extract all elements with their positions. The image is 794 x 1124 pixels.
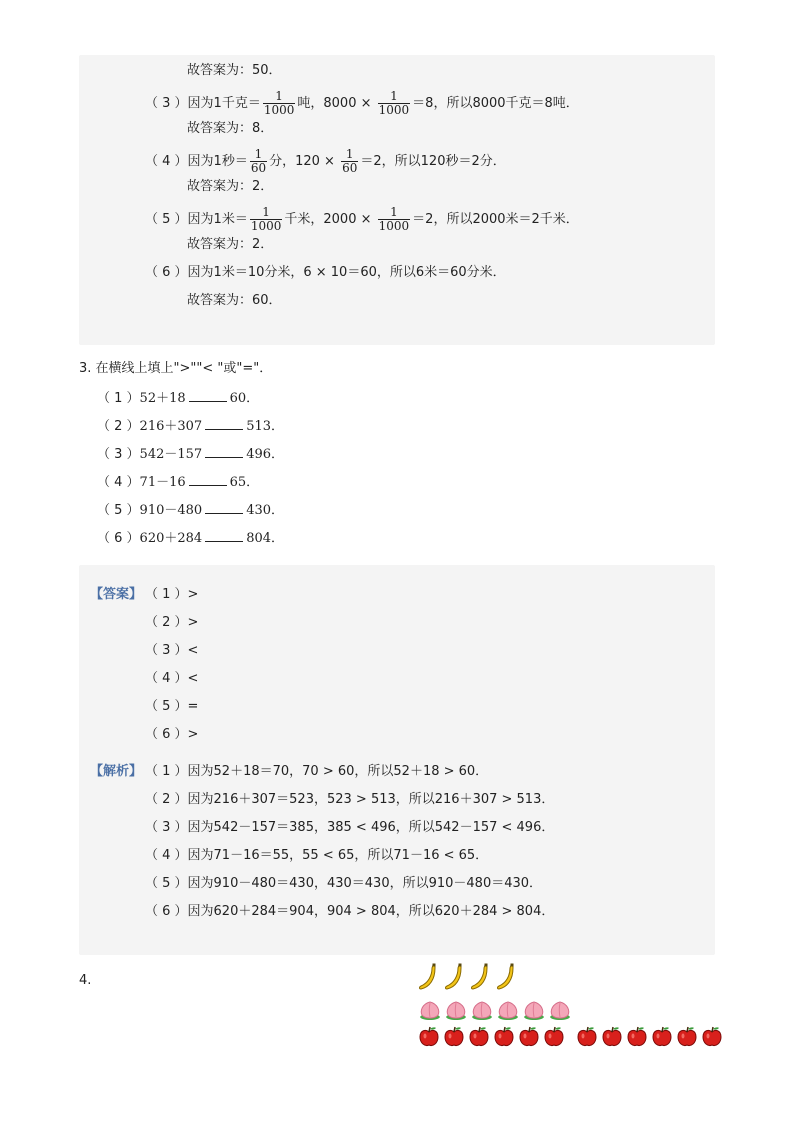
- analysis-item: （ 3 ）因为542－157＝385，385 < 496，所以542－157 < 496．: [145, 820, 555, 835]
- answer-blank[interactable]: [205, 417, 243, 430]
- fraction: $\frac{1}{1000}$: [378, 89, 410, 117]
- answer-blank[interactable]: [189, 389, 227, 402]
- fraction: $\frac{1}{60}$: [250, 147, 267, 175]
- banana-icon: [496, 963, 518, 991]
- apple-row: [418, 1026, 726, 1048]
- answer-blank[interactable]: [205, 445, 243, 458]
- apple-icon: [418, 1026, 440, 1048]
- analysis-item: （ 5 ）因为910－480＝430，430＝430，所以910－480＝430．: [145, 876, 543, 891]
- apple-icon: [468, 1026, 490, 1048]
- solution-line-4: （ 4 ）因为1秒＝ $\frac{1}{60}$ 分，120 × $\frac{1}{60}$ ＝2，所以120秒＝2分．: [145, 147, 506, 175]
- analysis-item: （ 2 ）因为216＋307＝523，523 > 513，所以216＋307 > 513．: [145, 792, 555, 807]
- peach-icon: [418, 1000, 442, 1022]
- apple-icon: [443, 1026, 465, 1048]
- peach-icon: [470, 1000, 494, 1022]
- answer-blank[interactable]: [205, 529, 243, 542]
- apple-icon: [576, 1026, 598, 1048]
- apple-icon: [518, 1026, 540, 1048]
- apple-icon: [543, 1026, 565, 1048]
- apple-icon: [601, 1026, 623, 1048]
- answer-item: （ 5 ）=: [145, 699, 199, 714]
- answer-item: （ 6 ）>: [145, 727, 199, 742]
- answer-blank[interactable]: [189, 473, 227, 486]
- analysis-label: 【解析】: [90, 764, 143, 779]
- question-3-item: （ 3 ）542－157 496．: [97, 447, 285, 462]
- apple-icon: [493, 1026, 515, 1048]
- peach-icon: [496, 1000, 520, 1022]
- answer-line: 故答案为：2．: [187, 237, 274, 252]
- peach-icon: [444, 1000, 468, 1022]
- solution-line-6: （ 6 ）因为1米＝10分米，6 × 10＝60，所以6米＝60分米．: [145, 265, 506, 280]
- analysis-item: （ 6 ）因为620＋284＝904，904 > 804，所以620＋284 > 804．: [145, 904, 555, 919]
- fraction: $\frac{1}{60}$: [342, 147, 358, 175]
- answer-item: （ 3 ）<: [145, 643, 199, 658]
- fraction: $\frac{1}{1000}$: [263, 89, 295, 117]
- apple-icon: [701, 1026, 723, 1048]
- answer-line: 故答案为：60．: [187, 293, 282, 308]
- analysis-item: （ 1 ）因为52＋18＝70，70 > 60，所以52＋18 > 60．: [145, 764, 489, 779]
- apple-icon: [676, 1026, 698, 1048]
- banana-icon: [444, 963, 466, 991]
- banana-icon: [470, 963, 492, 991]
- peach-row: [418, 1000, 574, 1022]
- apple-icon: [651, 1026, 673, 1048]
- answer-blank[interactable]: [205, 501, 243, 514]
- peach-icon: [548, 1000, 572, 1022]
- answer-item: （ 2 ）>: [145, 615, 199, 630]
- question-3-title: 3. 在横线上填上">""< "或"="．: [79, 361, 273, 376]
- question-3-item: （ 2 ）216＋307 513．: [97, 419, 285, 434]
- answer-label: 【答案】: [90, 587, 143, 602]
- solution-line-3: （ 3 ）因为1千克＝ $\frac{1}{1000}$ 吨，8000 × $\frac{1}{1000}$ ＝8，所以8000千克＝8吨．: [145, 89, 579, 117]
- question-3-item: （ 5 ）910－480 430．: [97, 503, 285, 518]
- apple-icon: [626, 1026, 648, 1048]
- answer-line: 故答案为：2．: [187, 179, 274, 194]
- answer-item: （ 1 ）>: [145, 587, 199, 602]
- question-3-item: （ 6 ）620＋284 804．: [97, 531, 285, 546]
- answer-line: 故答案为：8．: [187, 121, 274, 136]
- analysis-item: （ 4 ）因为71－16＝55，55 < 65，所以71－16 < 65．: [145, 848, 489, 863]
- banana-row: [418, 963, 522, 991]
- solution-line-5: （ 5 ）因为1米＝ $\frac{1}{1000}$ 千米，2000 × $\frac{1}{1000}$ ＝2，所以2000米＝2千米．: [145, 205, 579, 233]
- answer-item: （ 4 ）<: [145, 671, 199, 686]
- banana-icon: [418, 963, 440, 991]
- fraction: $\frac{1}{1000}$: [378, 205, 410, 233]
- question-3-item: （ 1 ）52＋18 60．: [97, 391, 260, 406]
- question-3-item: （ 4 ）71－16 65．: [97, 475, 260, 490]
- fraction: $\frac{1}{1000}$: [250, 205, 282, 233]
- answer-line: 故答案为：50．: [187, 63, 282, 78]
- question-4-number: 4.: [79, 973, 92, 988]
- apple-group-gap: [568, 1026, 576, 1048]
- peach-icon: [522, 1000, 546, 1022]
